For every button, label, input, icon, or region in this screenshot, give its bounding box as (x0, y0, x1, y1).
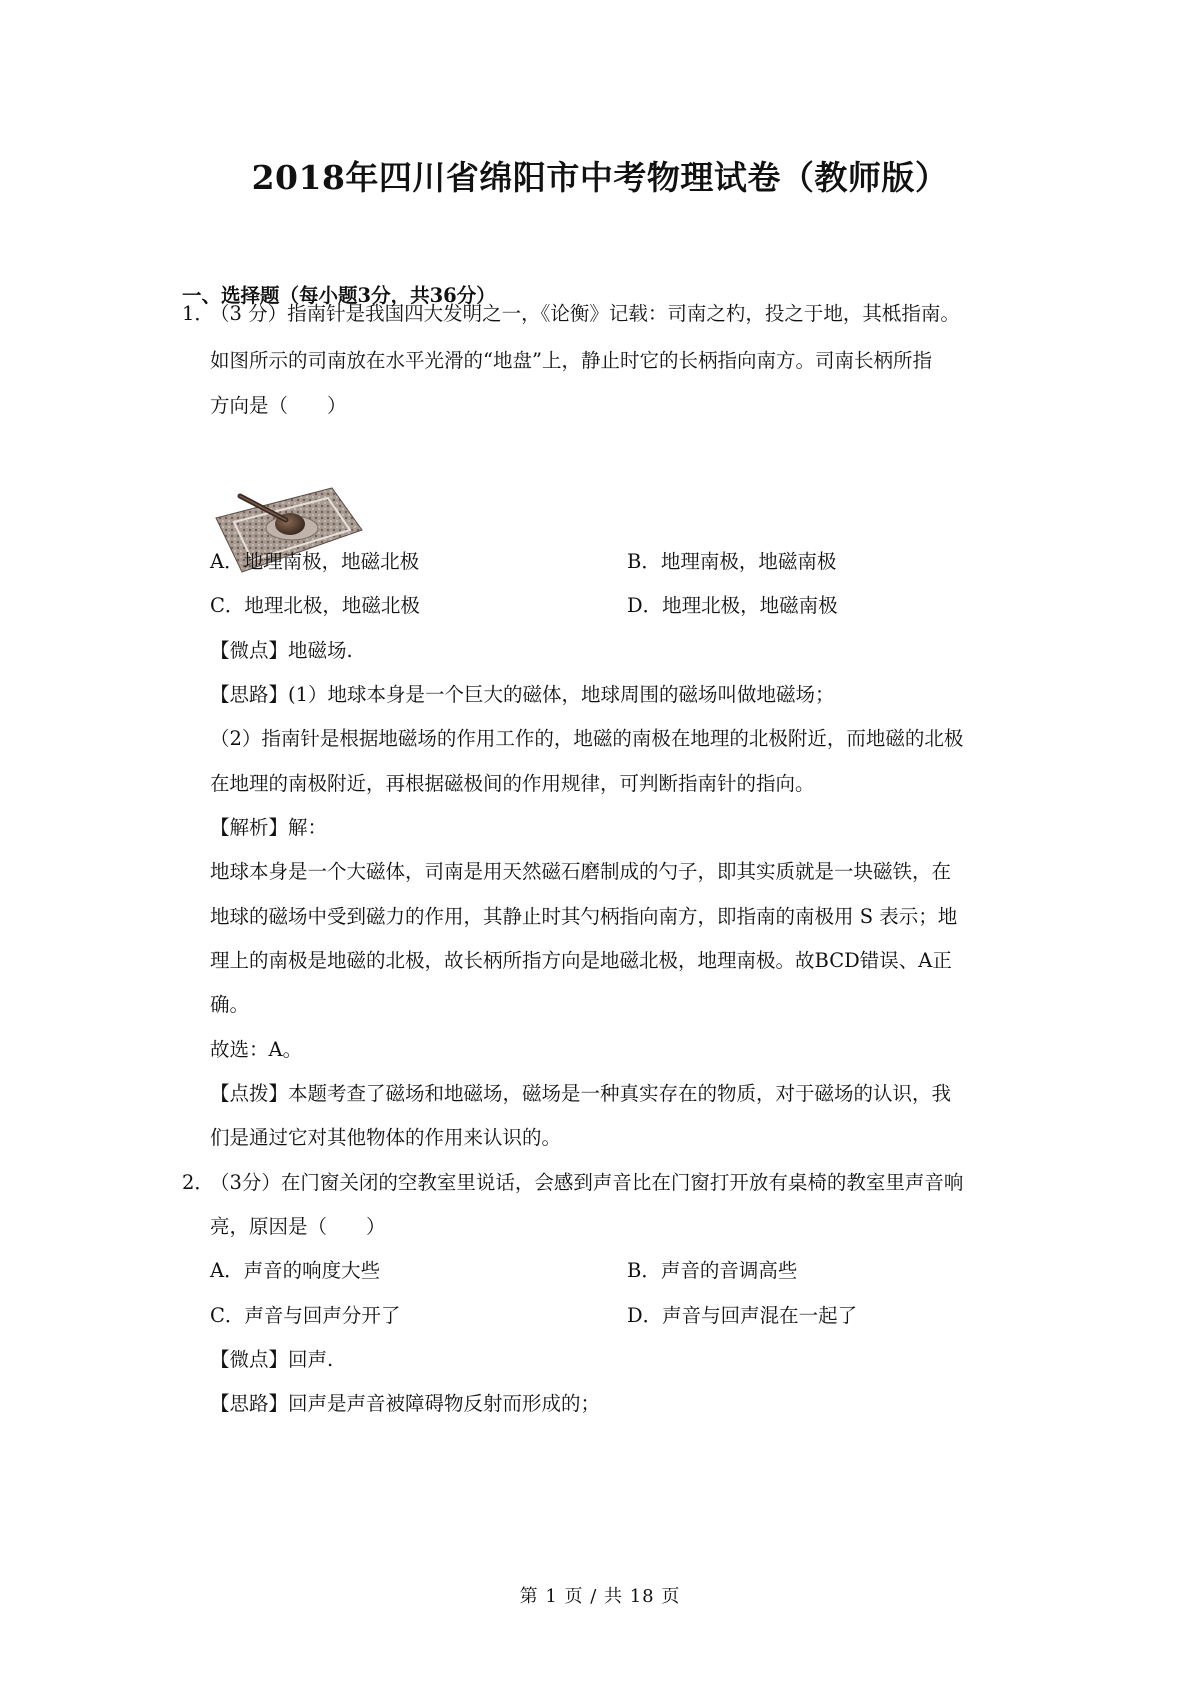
question-1-stem-line-2: 如图所示的司南放在水平光滑的“地盘”上，静止时它的长柄指向南方。司南长柄所指 (210, 349, 932, 372)
q2-option-a: A．声音的响度大些 (210, 1259, 381, 1282)
question-2-number: 2． (182, 1171, 214, 1194)
question-1-number: 1． (182, 302, 214, 325)
q1-comment-line-1: 【点拨】本题考查了磁场和地磁场，磁场是一种真实存在的物质，对于磁场的认识，我 (210, 1082, 952, 1105)
section-heading: 一、选择题（每小题3分，共36分） (182, 284, 496, 307)
q1-analysis-line-3: 理上的南极是地磁的北极，故长柄所指方向是地磁北极，地理南极。故BCD错误、A正 (210, 949, 952, 972)
q1-key-point: 【微点】地磁场. (210, 639, 353, 662)
q2-option-d: D．声音与回声混在一起了 (627, 1304, 858, 1327)
q1-analysis-heading: 【解析】解： (210, 816, 328, 839)
q1-option-d: D．地理北极，地磁南极 (627, 594, 838, 617)
q1-analysis-line-4: 确。 (210, 993, 250, 1016)
page-footer: 第 1 页 / 共 18 页 (519, 1586, 681, 1607)
q1-option-b: B．地理南极，地磁南极 (627, 550, 837, 573)
q2-option-b: B．声音的音调高些 (627, 1259, 798, 1282)
question-2-stem-line-2: 亮，原因是（ ） (210, 1215, 386, 1238)
q1-answer: 故选：A。 (210, 1038, 303, 1061)
question-1-stem-line-1: （3 分）指南针是我国四大发明之一，《论衡》记载：司南之杓，投之于地，其柢指南。 (210, 302, 960, 325)
q1-idea-line-3: 在地理的南极附近，再根据磁极间的作用规律，可判断指南针的指向。 (210, 772, 815, 795)
q2-option-c: C．声音与回声分开了 (210, 1304, 401, 1327)
q2-key-point: 【微点】回声. (210, 1348, 334, 1371)
q1-idea-line-1: 【思路】(1）地球本身是一个巨大的磁体，地球周围的磁场叫做地磁场； (210, 683, 835, 706)
page-title: 2018年四川省绵阳市中考物理试卷（教师版） (251, 158, 949, 197)
q1-option-c: C．地理北极，地磁北极 (210, 594, 420, 617)
question-2-stem-line-1: （3分）在门窗关闭的空教室里说话，会感到声音比在门窗打开放有桌椅的教室里声音响 (210, 1171, 964, 1194)
q1-idea-line-2: （2）指南针是根据地磁场的作用工作的，地磁的南极在地理的北极附近，而地磁的北极 (210, 727, 964, 750)
question-1-stem-line-3: 方向是（ ） (210, 394, 347, 417)
q1-option-a: A．地理南极，地磁北极 (210, 550, 420, 573)
q1-comment-line-2: 们是通过它对其他物体的作用来认识的。 (210, 1126, 562, 1149)
q1-analysis-line-2: 地球的磁场中受到磁力的作用，其静止时其勺柄指向南方，即指南的南极用 S 表示；地 (210, 905, 958, 928)
q2-idea: 【思路】回声是声音被障碍物反射而形成的； (210, 1392, 601, 1415)
q1-analysis-line-1: 地球本身是一个大磁体，司南是用天然磁石磨制成的勺子，即其实质就是一块磁铁，在 (210, 860, 952, 883)
